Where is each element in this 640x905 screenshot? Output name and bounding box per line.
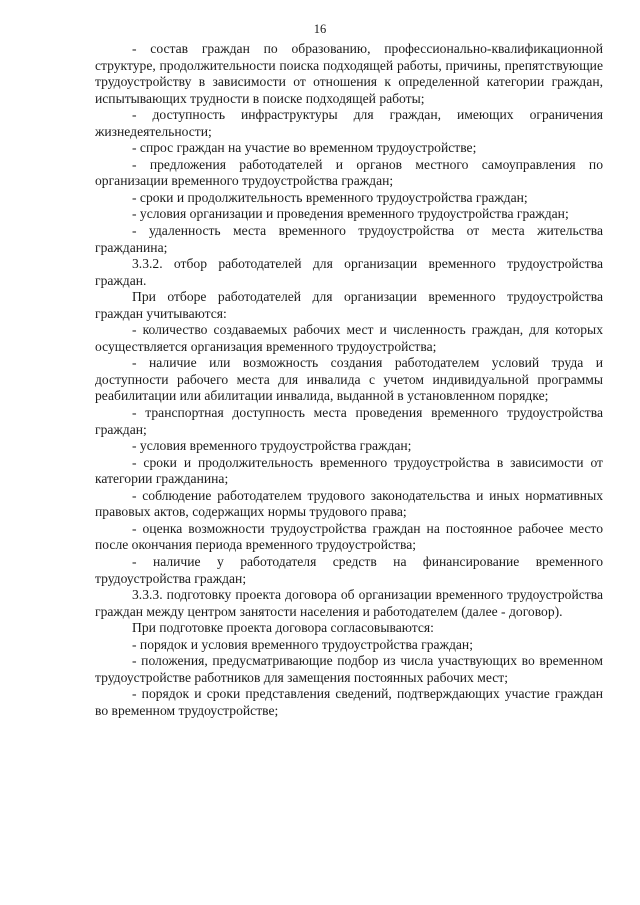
section-heading: 3.3.2. отбор работодателей для организации временного трудоустройства граждан. [95, 256, 603, 288]
paragraph: - доступность инфраструктуры для граждан, имеющих ограничения жизнедеятельности; [95, 107, 603, 139]
section-heading: 3.3.3. подготовку проекта договора об организации временного трудоустройства граждан между центром занятости населения и работодателем (далее - договор). [95, 587, 603, 619]
paragraph: - предложения работодателей и органов местного самоуправления по организации временного трудоустройства граждан; [95, 156, 603, 189]
paragraph: - порядок и условия временного трудоустройства граждан; [132, 636, 473, 652]
paragraph: - условия организации и проведения временного трудоустройства граждан; [132, 206, 569, 222]
paragraph: - оценка возможности трудоустройства граждан на постоянное рабочее место после окончания периода временного трудоустройства; [95, 520, 603, 553]
paragraph: - удаленность места временного трудоустройства от места жительства гражданина; [95, 223, 603, 255]
paragraph: - транспортная доступность места проведения временного трудоустройства граждан; [95, 405, 603, 437]
paragraph: - количество создаваемых рабочих мест и численность граждан, для которых осуществляется организация временного трудоустройства; [95, 322, 603, 354]
page-number: 16 [313, 22, 327, 36]
paragraph: - сроки и продолжительность временного трудоустройства граждан; [132, 189, 528, 205]
paragraph: - сроки и продолжительность временного трудоустройства в зависимости от категории гражданина; [95, 454, 603, 487]
paragraph: При подготовке проекта договора согласовываются: [132, 620, 434, 636]
paragraph: - условия временного трудоустройства граждан; [132, 438, 412, 454]
document-body [95, 41, 603, 719]
paragraph: - наличие у работодателя средств на финансирование временного трудоустройства граждан; [95, 553, 603, 586]
paragraph: - состав граждан по образованию, профессионально-квалификационной структуре, продолжительности поиска подходящей работы, причины, препятствующие трудоустройству в зависимости от отношения к определенной категории граждан, испытывающих трудности в поиске подходящей работы; [95, 41, 603, 106]
paragraph: - положения, предусматривающие подбор из числа участвующих во временном трудоустройстве работников для замещения постоянных рабочих мест; [95, 653, 603, 685]
paragraph: - спрос граждан на участие во временном трудоустройстве; [132, 140, 477, 156]
paragraph: - соблюдение работодателем трудового законодательства и иных нормативных правовых актов, содержащих нормы трудового права; [95, 487, 603, 520]
paragraph: При отборе работодателей для организации временного трудоустройства граждан учитываются: [95, 289, 603, 321]
paragraph: - наличие или возможность создания работодателем условий труда и доступности рабочего места для инвалида с учетом индивидуальной программы реабилитации или абилитации инвалида, выданной в установленном порядке; [95, 355, 603, 404]
paragraph: - порядок и сроки представления сведений, подтверждающих участие граждан во временном трудоустройстве; [95, 686, 603, 718]
